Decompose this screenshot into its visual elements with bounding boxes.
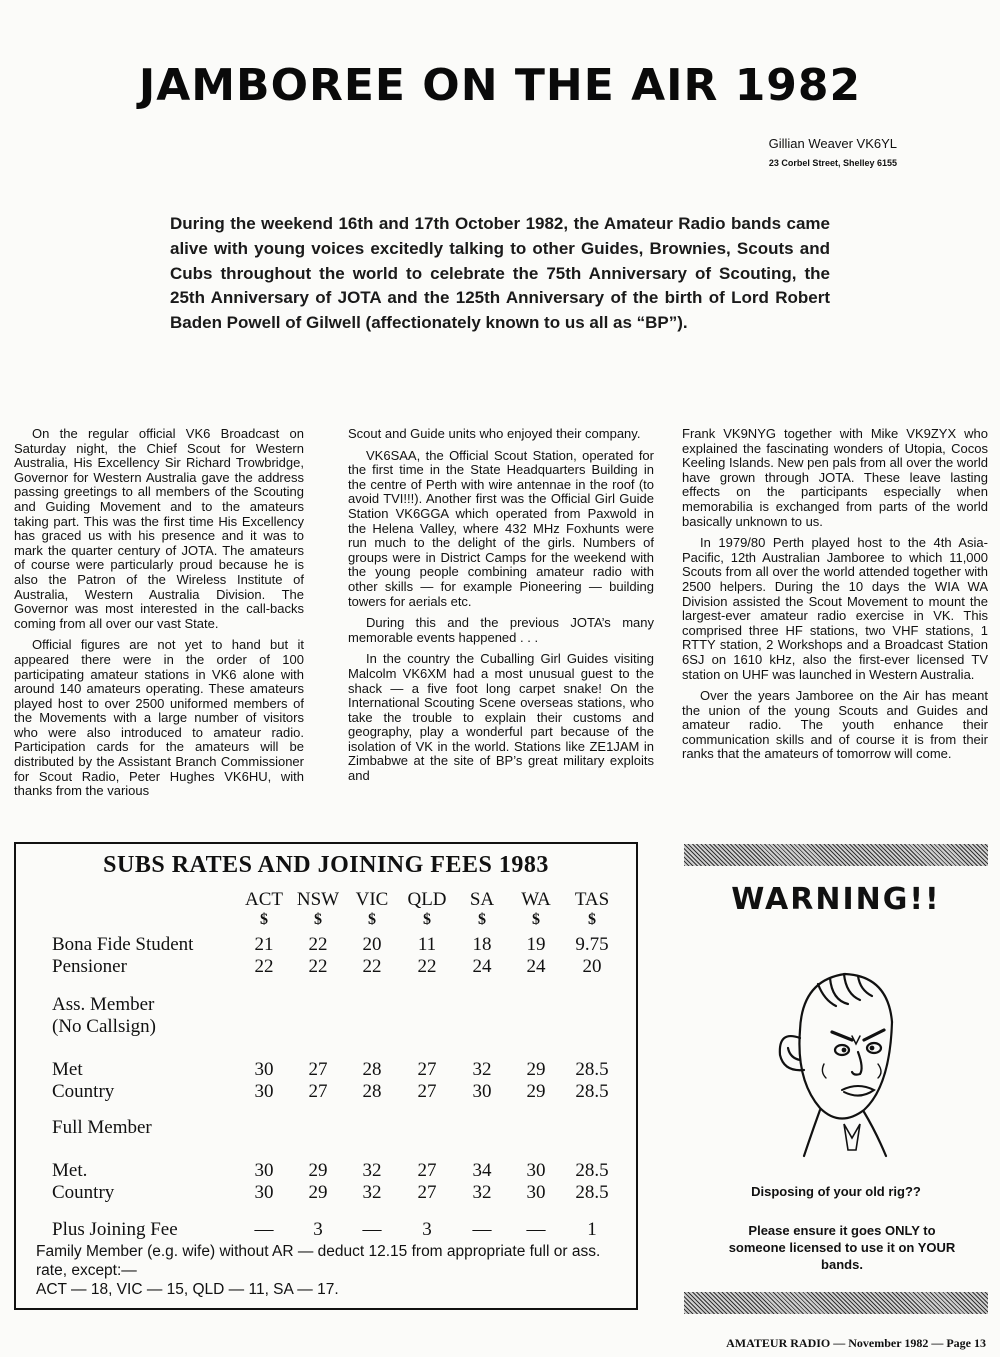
rate-cell: TAS xyxy=(574,889,610,910)
table-row xyxy=(16,1117,636,1139)
rate-cell: 18 xyxy=(472,934,492,955)
rate-cell: 22 xyxy=(254,956,274,977)
body-paragraph: Over the years Jamboree on the Air has meant the union of the young Scouts and Guides and amateur radio. The youth enhance their communication skills and of course it is from their ranks that the amateurs of tomorrow will come. xyxy=(682,688,988,762)
rate-cell: 29 xyxy=(308,1182,328,1203)
rate-cell: QLD xyxy=(407,889,447,910)
body-column-1 xyxy=(14,427,304,806)
row-label: Met xyxy=(52,1059,83,1080)
row-label: (No Callsign) xyxy=(52,1016,156,1037)
hatch-border-bottom xyxy=(684,1292,988,1314)
rate-cell: 27 xyxy=(417,1059,437,1080)
rate-cell: $ xyxy=(423,911,431,928)
rate-cell: 28 xyxy=(362,1059,382,1080)
family-except-text: ACT — 18, VIC — 15, QLD — 11, SA — 17. xyxy=(36,1281,339,1298)
rate-cell: 30 xyxy=(472,1081,492,1102)
rate-cell: 28.5 xyxy=(575,1081,609,1102)
rate-cell: ACT xyxy=(245,889,283,910)
rate-cell: 19 xyxy=(526,934,546,955)
rate-cell: 22 xyxy=(308,956,328,977)
author-name: Gillian Weaver VK6YL xyxy=(768,136,897,151)
rate-cell: 22 xyxy=(308,934,328,955)
rate-cell: — xyxy=(526,1219,546,1240)
rate-cell: 24 xyxy=(472,956,492,977)
rate-cell: 32 xyxy=(472,1182,492,1203)
table-row xyxy=(16,1081,636,1103)
rate-cell: 30 xyxy=(254,1160,274,1181)
state-header-row xyxy=(16,889,636,911)
body-paragraph: VK6SAA, the Official Scout Station, operated for the first time in the State Headquarters Building in the centre of Perth with wire antennae in the roof (to avoid TVI!!!). Another first was the Official Girl Guide Station VK6GGA which operated from Paxwold in the Helena Valley, where 432 MHz Foxhunts were run much to the delight of the girls. Numbers of groups were in District Camps for the weekend with the young people combining amateur radio with other skills — for example Pioneering — building towers for aerials etc. xyxy=(348,447,654,609)
angry-man-cartoon-icon xyxy=(760,960,920,1160)
rate-cell: 1 xyxy=(587,1219,597,1240)
rate-cell: $ xyxy=(368,911,376,928)
rate-cell: 32 xyxy=(362,1182,382,1203)
row-label: Country xyxy=(52,1182,115,1203)
body-column-2 xyxy=(348,427,654,791)
page-footer: AMATEUR RADIO — November 1982 — Page 13 xyxy=(726,1336,986,1350)
rate-cell: — xyxy=(362,1219,382,1240)
rate-cell: 29 xyxy=(308,1160,328,1181)
row-label: Bona Fide Student xyxy=(52,934,194,955)
author-address: 23 Corbel Street, Shelley 6155 xyxy=(768,158,897,168)
rate-cell: 3 xyxy=(313,1219,323,1240)
row-label: Met. xyxy=(52,1160,88,1181)
rate-cell: 20 xyxy=(582,956,602,977)
rate-cell: 20 xyxy=(362,934,382,955)
rate-cell: 28.5 xyxy=(575,1160,609,1181)
table-row xyxy=(16,994,636,1016)
rate-cell: 27 xyxy=(417,1182,437,1203)
rate-cell: 30 xyxy=(254,1182,274,1203)
rate-cell: WA xyxy=(521,889,551,910)
rate-cell: 3 xyxy=(422,1219,432,1240)
rate-cell: 34 xyxy=(472,1160,492,1181)
table-row xyxy=(16,934,636,956)
rate-cell: 30 xyxy=(526,1182,546,1203)
rate-cell: 28.5 xyxy=(575,1182,609,1203)
rate-cell: VIC xyxy=(355,889,389,910)
body-paragraph: In 1979/80 Perth played host to the 4th Asia-Pacific, 12th Australian Jamboree to which 11,000 Scouts from all over the world attended together with 2500 helpers. During the 10 days the WIA WA Division assisted the Scout Movement to mount the largest-ever amateur radio exercise in VK. This comprised three HF stations, two VHF stations, 1 RTTY station, 2 Workshops and a Broadcast Station 6SJ on 1610 kHz, also the first-ever licensed TV station on UHF was launched in Western Australia. xyxy=(682,535,988,682)
warning-body: Please ensure it goes ONLY to someone licensed to use it on YOUR bands. xyxy=(728,1223,956,1272)
table-row xyxy=(16,956,636,978)
rate-cell: 27 xyxy=(308,1081,328,1102)
row-label: Plus Joining Fee xyxy=(52,1219,178,1240)
rate-cell: 28 xyxy=(362,1081,382,1102)
rate-cell: $ xyxy=(478,911,486,928)
table-row xyxy=(16,1219,636,1241)
rate-cell: 27 xyxy=(417,1081,437,1102)
rate-cell: 29 xyxy=(526,1059,546,1080)
row-label: Full Member xyxy=(52,1117,152,1138)
warning-heading: WARNING!! xyxy=(731,882,941,917)
row-label: Pensioner xyxy=(52,956,127,977)
rate-cell: 27 xyxy=(308,1059,328,1080)
rate-cell: 28.5 xyxy=(575,1059,609,1080)
intro-paragraph: During the weekend 16th and 17th October 1982, the Amateur Radio bands came alive with young voices excitedly talking to other Guides, Brownies, Scouts and Cubs throughout the world to celebrate the 75th Anniversary of Scouting, the 25th Anniversary of JOTA and the 125th Anniversary of the birth of Lord Robert Baden Powell of Gilwell (affectionately known to us all as “BP”). xyxy=(170,214,830,333)
body-paragraph: Official figures are not yet to hand but it appeared there were in the order of 100 participating amateur stations in VK6 alone with around 140 amateurs operating. These amateurs played host to over 2500 uniformed members of the Movements with a large number of visitors who were also introduced to amateur radio. Participation cards for the amateurs will be distributed by the Assistant Branch Commissioner for Scout Radio, Peter Hughes VK6HU, with thanks from the various xyxy=(14,637,304,799)
rate-cell: 27 xyxy=(417,1160,437,1181)
rate-cell: 24 xyxy=(526,956,546,977)
body-paragraph: Frank VK9NYG together with Mike VK9ZYX who explained the fascinating wonders of Utopia, Cocos Keeling Islands. New pen pals from all over the world have grown through JOTA. These leave lasting effects on the participants especially when memorabilia is exchanged from parts of the world basically unknown to us. xyxy=(682,426,988,529)
rate-cell: 30 xyxy=(526,1160,546,1181)
subs-title: SUBS RATES AND JOINING FEES 1983 xyxy=(103,852,549,878)
body-paragraph: In the country the Cuballing Girl Guides visiting Malcolm VK6XM had a most unusual guest to the shack — a five foot long carpet snake! On the International Scouting Scene overseas stations, who take the trouble to explain their customs and geography, play a wonderful part because of the isolation of VK in the world. Stations like ZE1JAM in Zimbabwe at the site of BP’s great military exploits and xyxy=(348,651,654,784)
body-column-3 xyxy=(682,427,988,769)
rate-cell: 22 xyxy=(417,956,437,977)
rate-cell: 30 xyxy=(254,1059,274,1080)
row-label: Country xyxy=(52,1081,115,1102)
rate-cell: $ xyxy=(588,911,596,928)
warning-subheading: Disposing of your old rig?? xyxy=(751,1184,921,1199)
rate-cell: 9.75 xyxy=(575,934,609,955)
body-paragraph: During this and the previous JOTA’s many memorable events happened . . . xyxy=(348,615,654,645)
body-paragraph: Scout and Guide units who enjoyed their company. xyxy=(348,426,641,441)
rate-cell: — xyxy=(472,1219,492,1240)
rate-cell: 11 xyxy=(417,934,437,955)
rate-cell: 22 xyxy=(362,956,382,977)
table-row xyxy=(16,1160,636,1182)
table-row xyxy=(16,1016,636,1038)
rate-cell: — xyxy=(254,1219,274,1240)
body-paragraph: On the regular official VK6 Broadcast on Saturday night, the Chief Scout for Western Australia, His Excellency Sir Richard Trowbridge, Governor for Western Australia gave the address passing greetings to all members of the Scouting and Guiding Movement and to the amateurs taking part. This was the first time His Excellency has graced us with his presence and it was to mark the quarter century of JOTA. The amateurs of course were particularly proud because he is also the Patron of the Wireless Institute of Australia, Western Australia Division. The Governor was most interested in the call-backs coming from all over our vast State. xyxy=(14,426,304,631)
row-label: Ass. Member xyxy=(52,994,155,1015)
family-note-text: Family Member (e.g. wife) without AR — deduct 12.15 from appropriate full or ass. rate, except:— xyxy=(36,1243,601,1279)
rate-cell: 30 xyxy=(254,1081,274,1102)
rate-cell: 32 xyxy=(362,1160,382,1181)
article-title: JAMBOREE ON THE AIR 1982 xyxy=(138,60,862,111)
rate-cell: $ xyxy=(314,911,322,928)
currency-row xyxy=(16,911,636,933)
rate-cell: NSW xyxy=(296,889,340,910)
rate-cell: 29 xyxy=(526,1081,546,1102)
rate-cell: $ xyxy=(260,911,268,928)
family-member-note xyxy=(36,1242,616,1299)
rate-cell: SA xyxy=(469,889,495,910)
table-row xyxy=(16,1182,636,1204)
hatch-border-top xyxy=(684,844,988,866)
table-row xyxy=(16,1059,636,1081)
rate-cell: 21 xyxy=(254,934,274,955)
subs-rates-box xyxy=(14,842,638,1310)
rate-cell: $ xyxy=(532,911,540,928)
rate-cell: 32 xyxy=(472,1059,492,1080)
